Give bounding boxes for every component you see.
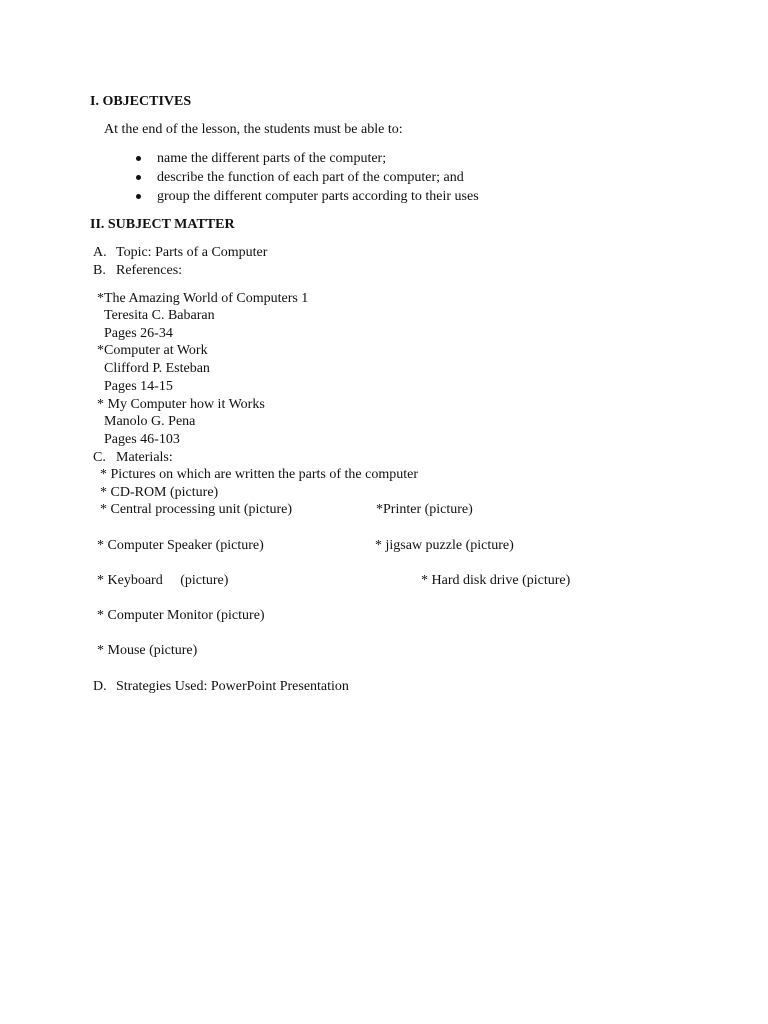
references-marker: B. [93, 263, 106, 278]
material-item: * CD-ROM (picture) [100, 485, 219, 500]
material-item: * Central processing unit (picture) [100, 502, 293, 517]
material-item: * Mouse (picture) [97, 643, 198, 658]
references-label: References: [116, 263, 183, 278]
reference-title: * My Computer how it Works [97, 397, 265, 412]
objectives-heading: I. OBJECTIVES [90, 94, 192, 109]
bullet-icon [136, 175, 141, 180]
objective-item: describe the function of each part of the computer; and [157, 170, 464, 185]
material-item: * Computer Monitor (picture) [97, 608, 265, 623]
topic-marker: A. [93, 245, 107, 260]
bullet-icon [136, 156, 141, 161]
material-item: *Printer (picture) [376, 502, 473, 517]
reference-pages: Pages 46-103 [104, 432, 180, 447]
subject-matter-heading: II. SUBJECT MATTER [90, 217, 235, 232]
materials-label: Materials: [116, 450, 173, 465]
strategies-text: Strategies Used: PowerPoint Presentation [116, 679, 349, 694]
reference-author: Teresita C. Babaran [104, 308, 215, 323]
material-item: * jigsaw puzzle (picture) [375, 538, 514, 553]
bullet-icon [136, 194, 141, 199]
reference-title: *The Amazing World of Computers 1 [97, 291, 309, 306]
reference-author: Manolo G. Pena [104, 414, 196, 429]
reference-author: Clifford P. Esteban [104, 361, 210, 376]
material-item: * Pictures on which are written the parts of the computer [100, 467, 419, 482]
materials-marker: C. [93, 450, 106, 465]
reference-pages: Pages 14-15 [104, 379, 173, 394]
objective-item: group the different computer parts according to their uses [157, 189, 479, 204]
reference-title: *Computer at Work [97, 343, 208, 358]
reference-pages: Pages 26-34 [104, 326, 173, 341]
material-item: * Keyboard (picture) [97, 573, 229, 588]
topic-text: Topic: Parts of a Computer [116, 245, 268, 260]
objective-item: name the different parts of the computer; [157, 151, 387, 166]
objectives-intro: At the end of the lesson, the students must be able to: [104, 122, 403, 137]
strategies-marker: D. [93, 679, 107, 694]
material-item: * Computer Speaker (picture) [97, 538, 264, 553]
material-item: * Hard disk drive (picture) [421, 573, 571, 588]
